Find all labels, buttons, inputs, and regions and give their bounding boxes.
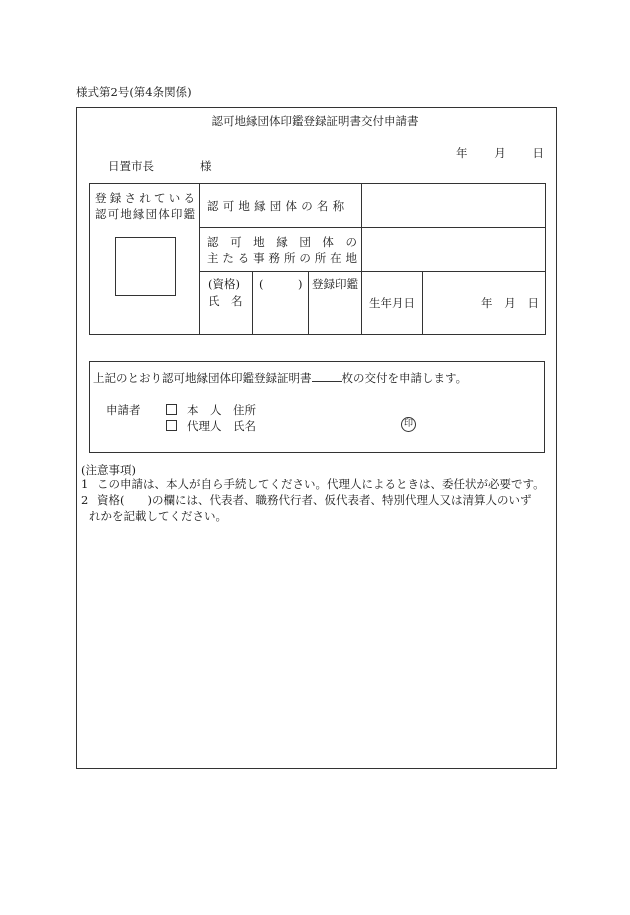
qualification-field[interactable] <box>253 272 309 335</box>
option-agent-row <box>166 418 256 434</box>
form-number: 様式第2号(第4条関係) <box>76 85 192 99</box>
note-text: 資格( )の欄には、代表者、職務代行者、仮代表者、特別代理人又は清算人のいず <box>97 493 532 507</box>
name-label: 氏 名 <box>208 294 243 308</box>
registration-table <box>89 183 546 335</box>
qualification-name-label <box>200 272 253 335</box>
qualification-label: (資格) <box>208 277 240 291</box>
application-text-before: 上記のとおり認可地縁団体印鑑登録証明書 <box>93 371 312 385</box>
seal-impression-box[interactable] <box>115 237 176 296</box>
birth-day-label: 日 <box>527 296 540 310</box>
option-self-label: 本 人 <box>187 403 222 417</box>
form-title: 認可地縁団体印鑑登録証明書交付申請書 <box>211 114 419 128</box>
birth-month-label: 月 <box>504 296 516 310</box>
option-self-row <box>166 402 256 418</box>
applicant-label: 申請者 <box>106 403 141 417</box>
registered-seal-cell <box>90 184 200 335</box>
birth-year-label: 年 <box>481 296 493 310</box>
copies-count-field[interactable] <box>312 370 342 382</box>
birthdate-label: 生年月日 <box>362 272 423 335</box>
honorific: 様 <box>200 159 212 173</box>
agent-checkbox[interactable] <box>166 420 177 431</box>
office-label-line1: 認可地縁団体の <box>207 234 358 249</box>
note-item-1 <box>81 476 553 492</box>
group-name-field[interactable] <box>362 184 546 228</box>
seal-stamp-mark: 印 <box>401 417 416 432</box>
office-label-line2: 主たる事務所の所在地 <box>207 250 358 265</box>
application-statement <box>93 370 467 386</box>
self-checkbox[interactable] <box>166 404 177 415</box>
date-month-label: 月 <box>494 146 506 160</box>
note-text-continued: れかを記載してください。 <box>89 509 227 523</box>
note-item-2 <box>81 492 553 524</box>
office-address-label <box>200 228 362 272</box>
note-text: この申請は、本人が自ら手続してください。代理人によるときは、委任状が必要です。 <box>97 477 545 491</box>
address-label: 住所 <box>233 403 256 417</box>
application-text-after: 枚の交付を申請します。 <box>341 371 468 385</box>
option-agent-label: 代理人 <box>187 419 222 433</box>
note-number: 2 <box>81 493 89 507</box>
addressee: 日置市長 <box>108 159 154 173</box>
name-field-label: 氏名 <box>233 419 256 433</box>
qualification-paren: ( ) <box>259 277 303 291</box>
note-number: 1 <box>81 477 89 491</box>
application-date <box>456 145 544 161</box>
birthdate-field[interactable] <box>423 272 546 335</box>
registered-seal-label: 登録印鑑 <box>309 272 362 335</box>
seal-header-line2: 認可地縁団体印鑑 <box>95 207 195 221</box>
seal-header-line1: 登録されている <box>95 191 195 205</box>
date-year-label: 年 <box>456 146 468 160</box>
group-name-label: 認可地縁団体の名称 <box>200 184 362 228</box>
notes-title: (注意事項) <box>81 463 136 477</box>
date-day-label: 日 <box>532 146 544 160</box>
office-address-field[interactable] <box>362 228 546 272</box>
